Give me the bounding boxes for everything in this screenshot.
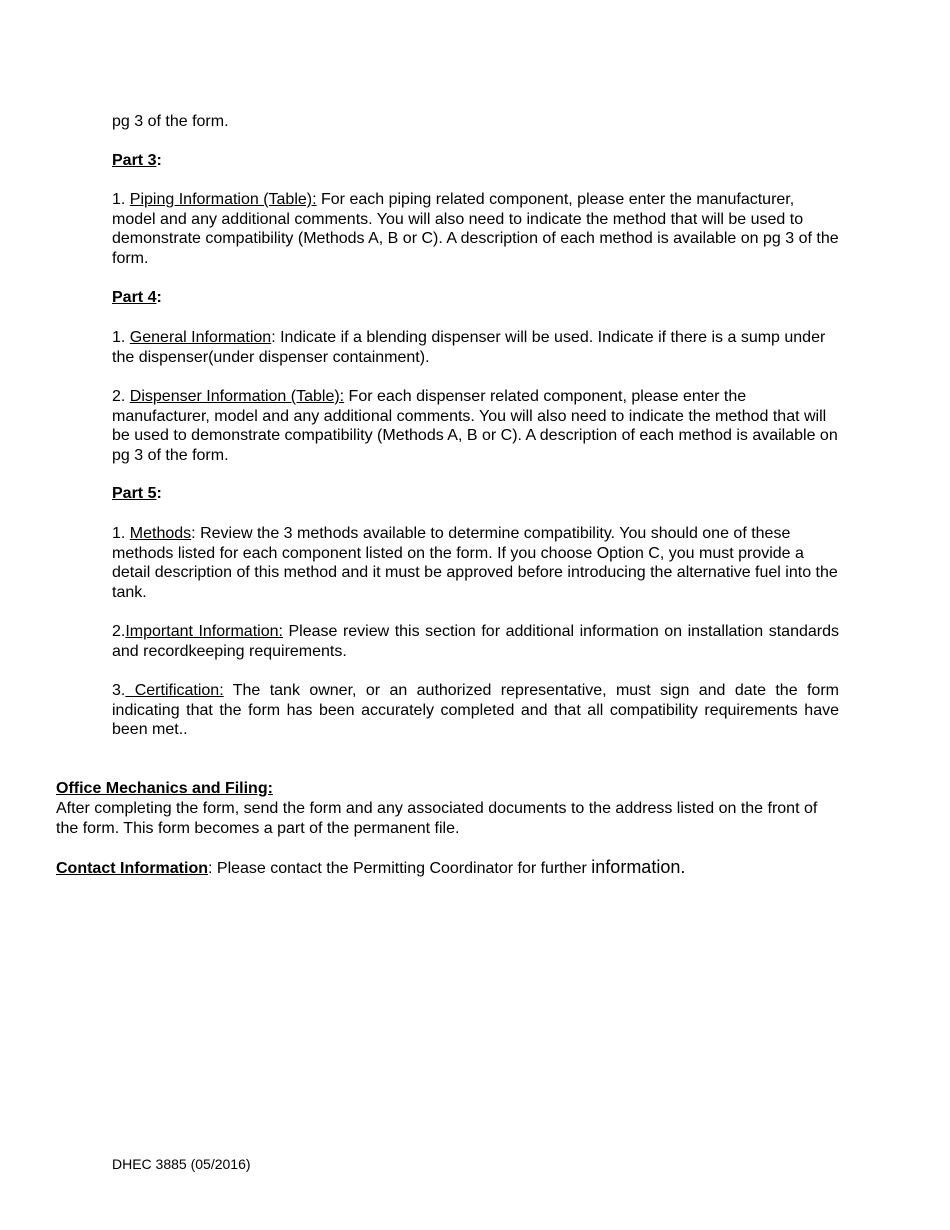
- part4-item2-label: Dispenser Information (Table):: [129, 388, 345, 405]
- part4-item1-text: : Indicate if a blending dispenser will be used. Indicate if there is a sump under the dispenser(under dispenser containment).: [112, 329, 826, 366]
- part4-heading-text: Part 4: [112, 289, 157, 306]
- part3-item1-text: For each piping related component, please enter the manufacturer, model and any additional comments. You will also need to indicate the method that will be used to demonstrate compatibility (Methods A, B or C). A description of each method is available on pg 3 of the form.: [112, 191, 839, 267]
- part5-item1: 1. Methods: Review the 3 methods available to determine compatibility. You should one of these methods listed for each component listed on the form. If you choose Option C, you must provide a detail description of this method and it must be approved before introducing the alternative fuel into the tank.: [112, 525, 838, 601]
- part5-heading: Part 5:: [112, 485, 162, 502]
- part3-item1-label: Piping Information (Table):: [129, 191, 317, 208]
- intro-line: pg 3 of the form.: [112, 113, 229, 130]
- part5-item1-text: : Review the 3 methods available to determine compatibility. You should one of these methods listed for each component listed on the form. If you choose Option C, you must provide a detail description of this method and it must be approved before introducing the alternative fuel into the tank.: [112, 525, 838, 601]
- contact-text: : Please contact the Permitting Coordinator for further: [208, 860, 592, 877]
- part3-heading-text: Part 3: [112, 152, 157, 169]
- part5-item3-label: Certification:: [125, 682, 224, 699]
- contact-line: [56, 858, 839, 879]
- part3-heading: Part 3:: [112, 152, 162, 169]
- office-heading: Office Mechanics and Filing:: [56, 780, 273, 797]
- part5-heading-text: Part 5: [112, 485, 157, 502]
- part5-item3-text: The tank owner, or an authorized representative, must sign and date the form indicating that the form has been accurately completed and that all compatibility requirements have been met..: [112, 682, 839, 739]
- part4-item2: 2. Dispenser Information (Table): For each dispenser related component, please enter the manufacturer, model and any additional comments. You will also need to indicate the method that will be used to demonstrate compatibility (Methods A, B or C). A description of each method is available on pg 3 of the form.: [112, 388, 838, 464]
- part4-item1: 1. General Information: Indicate if a blending dispenser will be used. Indicate if there is a sump under the dispenser(under dispenser containment).: [112, 329, 826, 366]
- part3-item1: 1. Piping Information (Table): For each piping related component, please enter the manufacturer, model and any additional comments. You will also need to indicate the method that will be used to demonstrate compatibility (Methods A, B or C). A description of each method is available on pg 3 of the form.: [112, 191, 839, 267]
- part5-item3: 3. Certification: The tank owner, or an authorized representative, must sign and date the form indicating that the form has been accurately completed and that all compatibility requirements have been met..: [112, 682, 839, 739]
- office-text: After completing the form, send the form and any associated documents to the address listed on the front of the form. This form becomes a part of the permanent file.: [56, 800, 818, 837]
- part4-heading: Part 4:: [112, 289, 162, 306]
- part5-item2-text: Please review this section for additional information on installation standards and recordkeeping requirements.: [112, 623, 840, 660]
- contact-text-tail: information.: [591, 857, 686, 877]
- part5-item1-label: Methods: [129, 525, 192, 542]
- part5-item2: 2.Important Information: Please review this section for additional information on installation standards and recordkeeping requirements.: [112, 623, 840, 660]
- form-number-footer: DHEC 3885 (05/2016): [112, 1156, 251, 1172]
- contact-heading: Contact Information: [56, 860, 208, 877]
- part4-item1-label: General Information: [129, 329, 272, 346]
- part4-item2-text: For each dispenser related component, please enter the manufacturer, model and any additional comments. You will also need to indicate the method that will be used to demonstrate compatibility (Methods A, B or C). A description of each method is available on pg 3 of the form.: [112, 388, 838, 464]
- part5-item2-label: Important Information:: [125, 623, 283, 640]
